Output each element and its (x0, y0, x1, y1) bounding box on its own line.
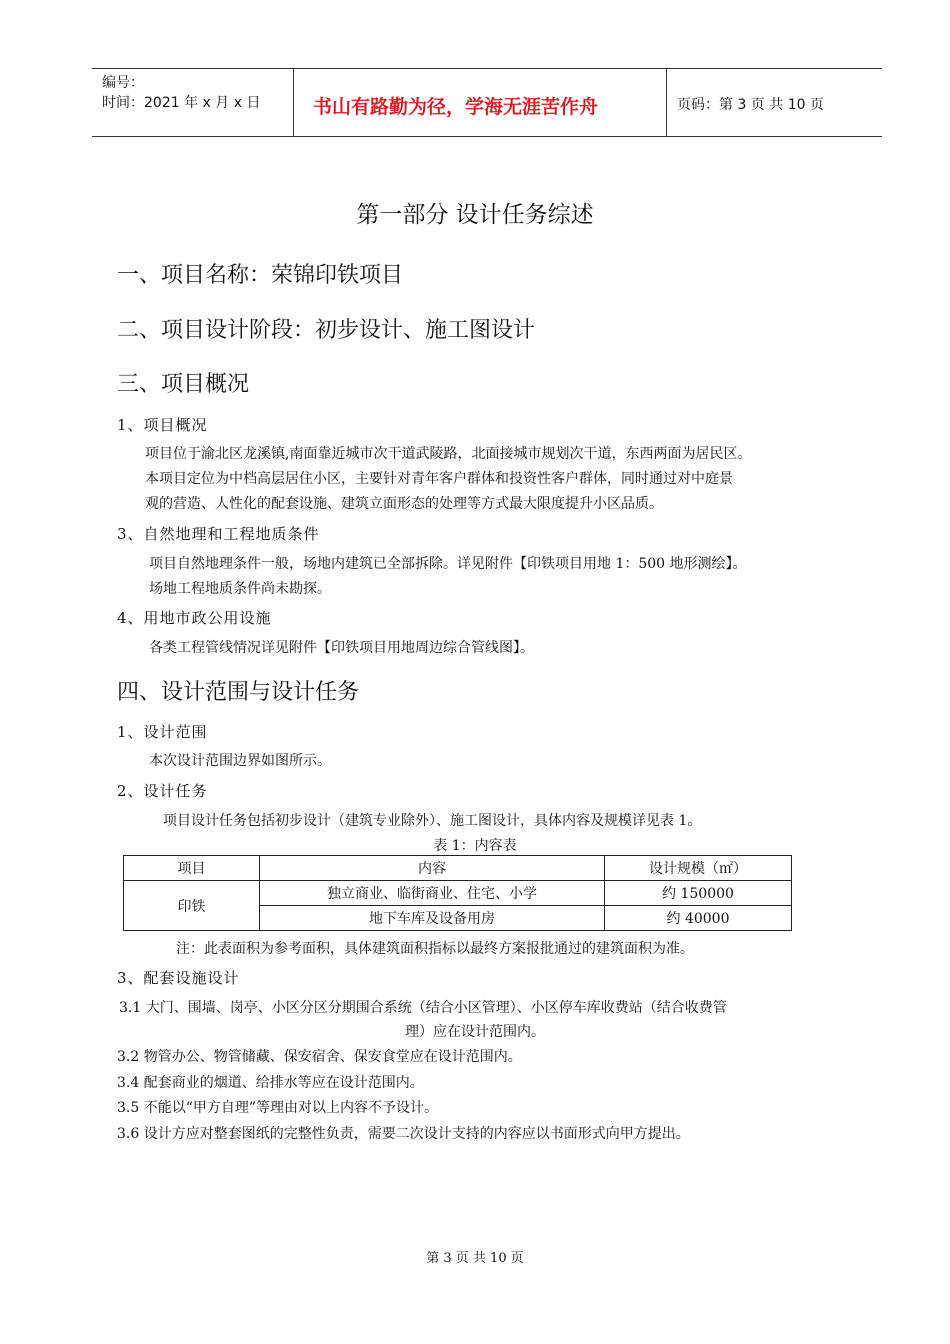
content-table (123, 855, 792, 931)
section-project-name: 一、项目名称：荣锦印铁项目 (117, 263, 404, 288)
table-cell-project: 印铁 (124, 881, 260, 931)
header-number-label: 编号： (102, 75, 144, 91)
paragraph-line: 各类工程管线情况详见附件【印铁项目用地周边综合管线图】。 (149, 640, 534, 656)
document-title: 第一部分 设计任务综述 (356, 202, 594, 228)
subheading-facilities: 3、配套设施设计 (117, 969, 240, 987)
table-cell: 约 40000 (605, 906, 792, 931)
header-motto: 书山有路勤为径，学海无涯苦作舟 (313, 96, 599, 118)
list-item: 3.4 配套商业的烟道、给排水等应在设计范围内。 (117, 1075, 424, 1091)
section-project-overview: 三、项目概况 (117, 372, 250, 397)
list-item-continuation: 理）应在设计范围内。 (405, 1024, 545, 1040)
list-item: 3.2 物管办公、物管储藏、保安宿舍、保安食堂应在设计范围内。 (117, 1049, 522, 1065)
table-header-cell: 内容 (260, 856, 605, 881)
subheading-tasks: 2、设计任务 (117, 782, 208, 800)
header-top-rule (92, 68, 882, 69)
table-caption: 表 1：内容表 (433, 838, 517, 854)
paragraph-line: 项目自然地理条件一般，场地内建筑已全部拆除。详见附件【印铁项目用地 1：500 地形测绘】。 (149, 556, 747, 572)
list-item: 3.6 设计方应对整套图纸的完整性负责，需要二次设计支持的内容应以书面形式向甲方提出。 (117, 1126, 690, 1142)
page-footer: 第 3 页 共 10 页 (426, 1251, 524, 1266)
header-divider-left (293, 68, 294, 136)
subheading-geology: 3、自然地理和工程地质条件 (117, 525, 320, 543)
subheading-utilities: 4、用地市政公用设施 (117, 609, 272, 627)
table-header-cell: 项目 (124, 856, 260, 881)
table-note: 注：此表面积为参考面积，具体建筑面积指标以最终方案报批通过的建筑面积为准。 (176, 941, 694, 957)
table-header-cell: 设计规模（㎡） (605, 856, 792, 881)
paragraph-line: 项目设计任务包括初步设计（建筑专业除外）、施工图设计，具体内容及规模详见表 1。 (163, 813, 702, 829)
paragraph-line: 观的营造、人性化的配套设施、建筑立面形态的处理等方式最大限度提升小区品质。 (145, 496, 663, 512)
section-design-scope: 四、设计范围与设计任务 (117, 680, 360, 705)
subheading-overview: 1、项目概况 (117, 416, 208, 434)
list-item: 3.1 大门、围墙、岗亭、小区分区分期围合系统（结合小区管理）、小区停车库收费站（结合收费管 (119, 1000, 727, 1016)
paragraph-line: 项目位于渝北区龙溪镇,南面靠近城市次干道武陵路，北面接城市规划次干道，东西两面为居民区。 (145, 446, 752, 462)
paragraph-line: 本项目定位为中档高层居住小区，主要针对青年客户群体和投资性客户群体，同时通过对中庭景 (145, 471, 733, 487)
section-design-stage: 二、项目设计阶段：初步设计、施工图设计 (117, 318, 536, 343)
table-row (124, 881, 792, 906)
header-page-info: 页码：第 3 页 共 10 页 (677, 97, 824, 113)
table-header-row (124, 856, 792, 881)
header-time-label: 时间：2021 年 x 月 x 日 (102, 95, 261, 111)
paragraph-line: 场地工程地质条件尚未勘探。 (149, 581, 331, 597)
list-item: 3.5 不能以“甲方自理”等理由对以上内容不予设计。 (117, 1100, 439, 1116)
subheading-scope: 1、设计范围 (117, 723, 208, 741)
table-cell: 地下车库及设备用房 (260, 906, 605, 931)
header-bottom-rule (92, 136, 882, 137)
header-divider-right (666, 68, 667, 136)
paragraph-line: 本次设计范围边界如图所示。 (149, 753, 331, 769)
table-cell: 约 150000 (605, 881, 792, 906)
table-cell: 独立商业、临街商业、住宅、小学 (260, 881, 605, 906)
